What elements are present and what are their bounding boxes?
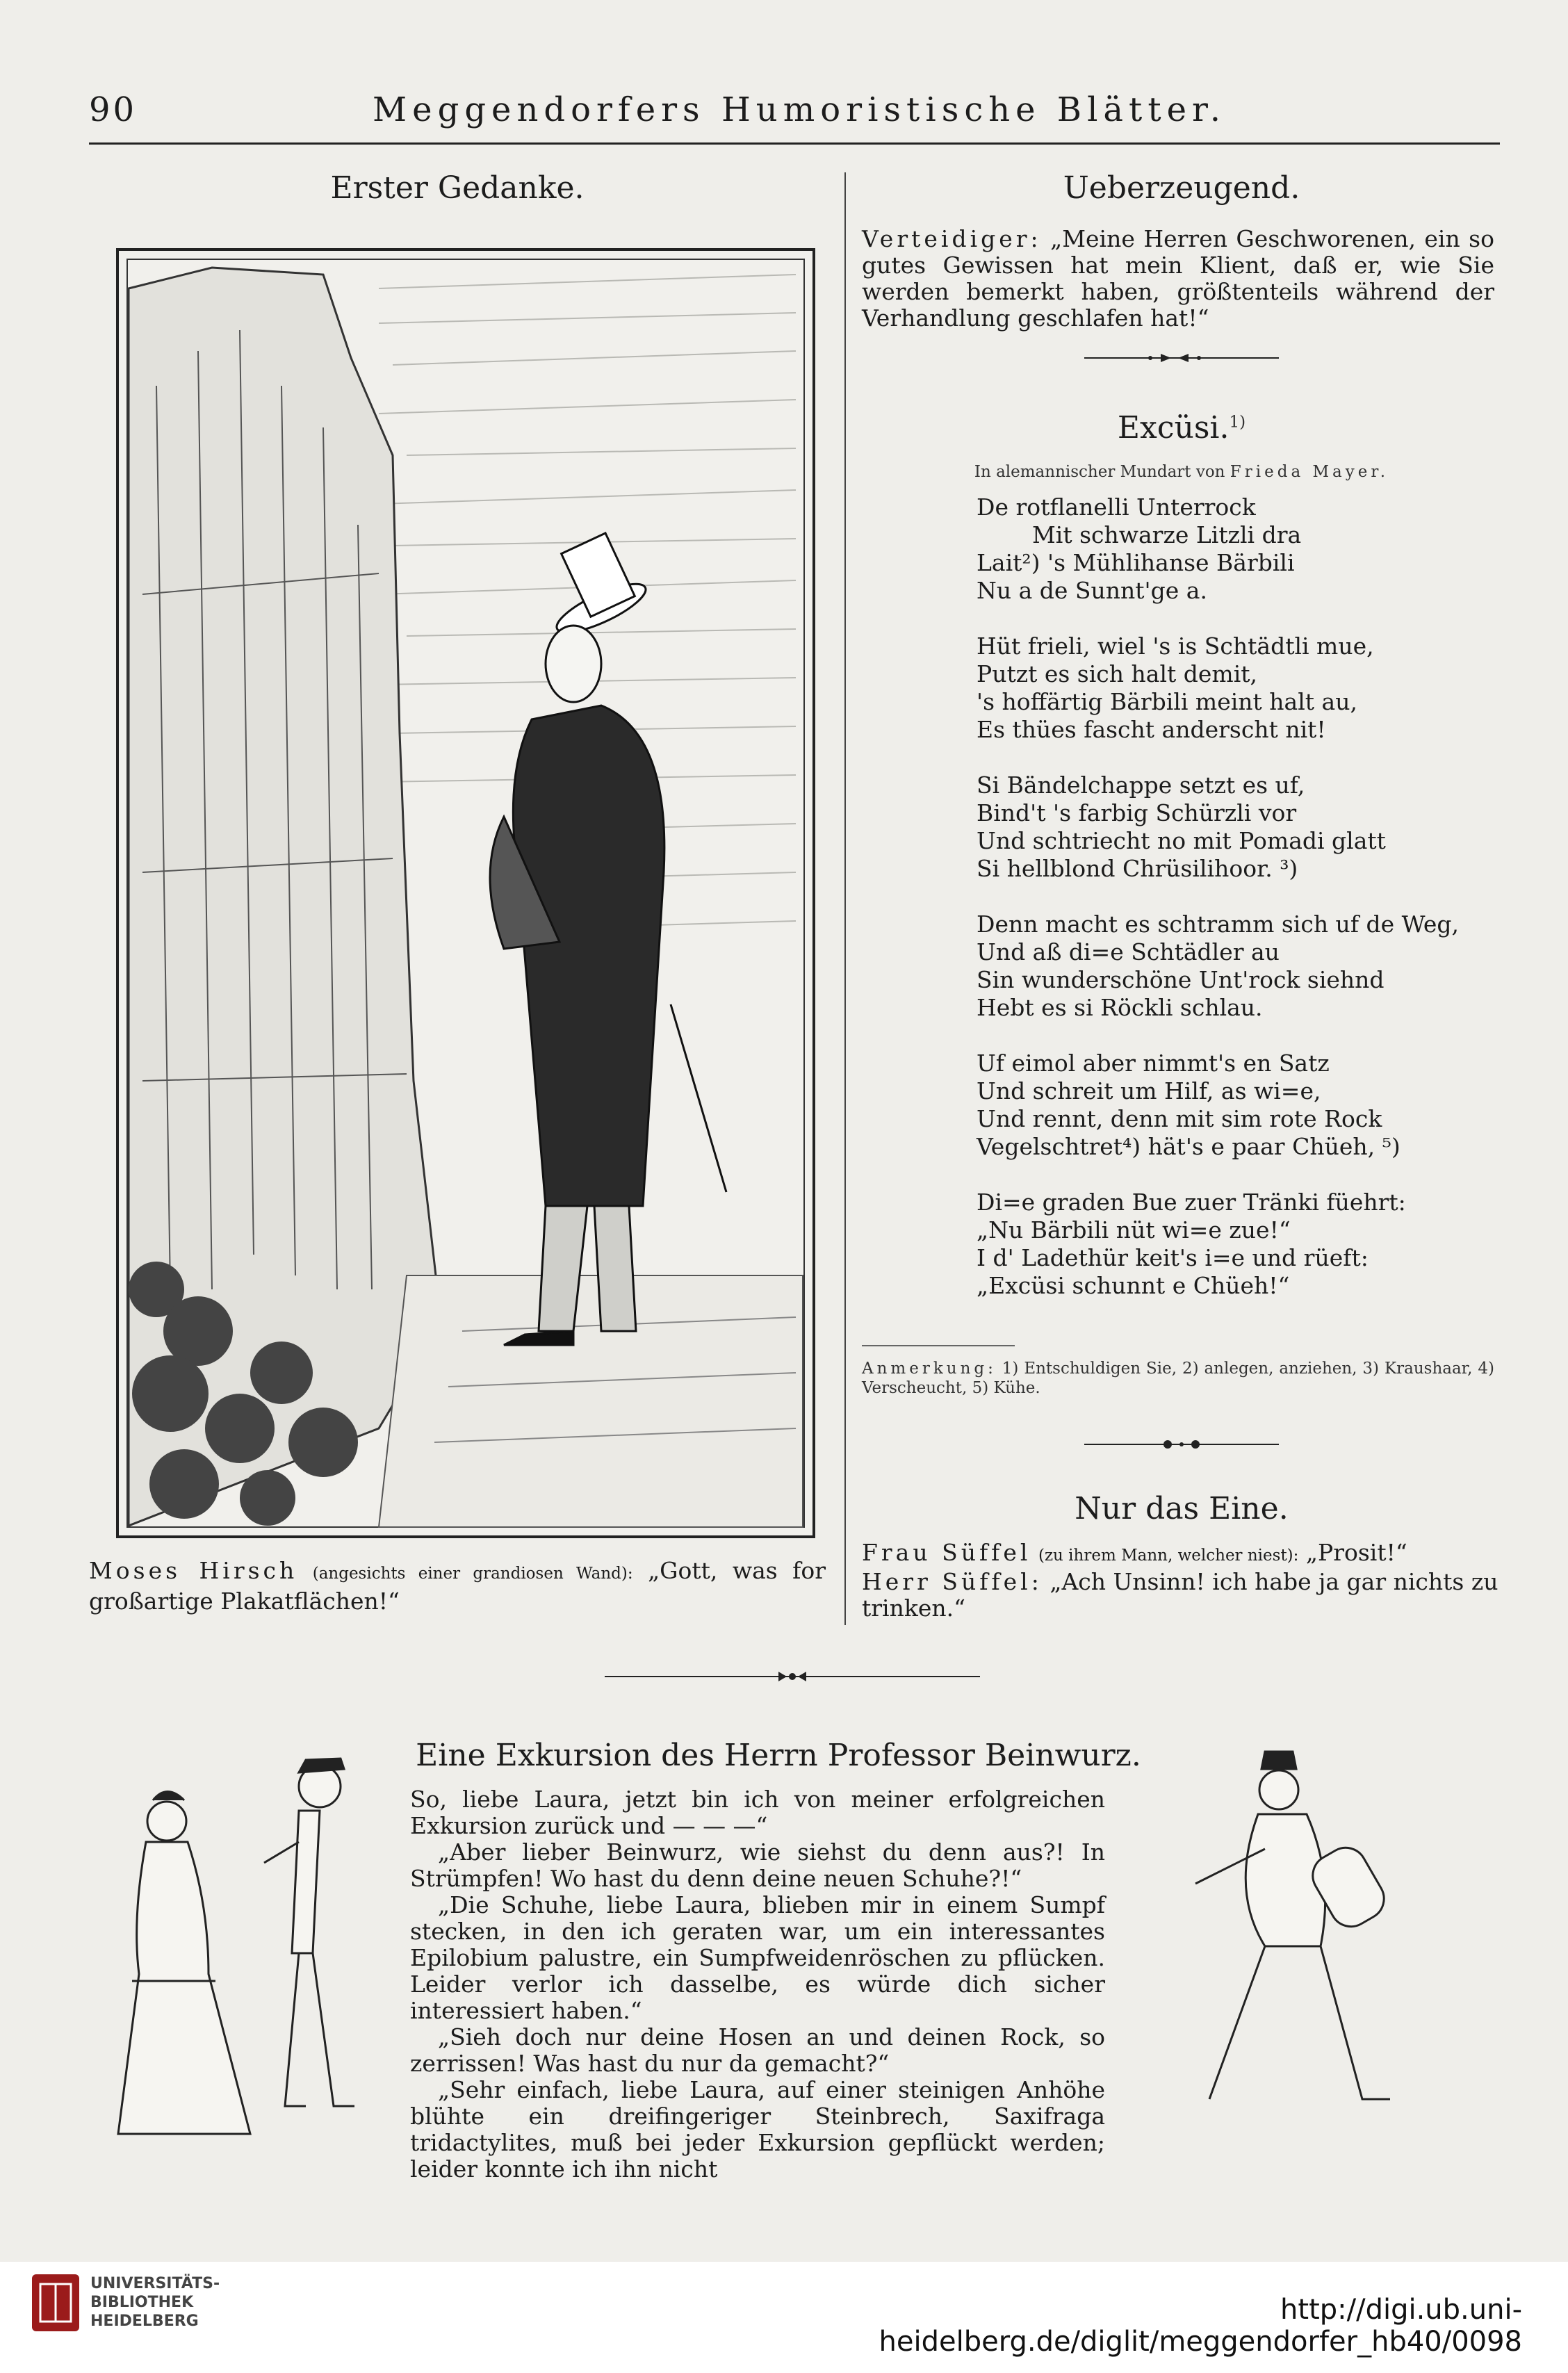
library-name-line-3: HEIDELBERG — [90, 2313, 199, 2330]
poem-line: Und rennt, denn mit sim rote Rock — [977, 1105, 1382, 1132]
poem-line: Bind't 's farbig Schürzli vor — [977, 799, 1297, 826]
library-name-line-1: UNIVERSITÄTS- — [90, 2275, 220, 2292]
poem-stanza-6 — [977, 1189, 1505, 1300]
poem-line: I d' Ladethür keit's i=e und rüeft: — [977, 1244, 1369, 1271]
poem-line: Vegelschtret⁴) hät's e paar Chüeh, ⁵) — [977, 1133, 1400, 1160]
caption-name: Moses Hirsch — [89, 1557, 298, 1584]
poem-stanza-5 — [977, 1050, 1505, 1161]
magazine-title: Meggendorfers Humoristische Blätter. — [373, 90, 1226, 129]
left-piece-caption — [89, 1557, 826, 1615]
poem-line: Nu a de Sunnt'ge a. — [977, 577, 1207, 604]
ornament-divider-3 — [605, 1670, 980, 1683]
excursion-paragraph-1: So, liebe Laura, jetzt bin ich von meiner erfolgreichen Exkursion zurück und — — —“ — [410, 1786, 1105, 1839]
speaker-label: Verteidiger: — [862, 225, 1042, 252]
line1-speaker: Frau Süffel — [862, 1539, 1031, 1566]
nur-das-eine-text — [862, 1540, 1501, 1622]
excursion-paragraph-4: „Sieh doch nur deine Hosen an und deinen Rock, so zerrissen! Was hast du nur da gemacht?“ — [410, 2023, 1105, 2077]
poem-line: „Nu Bärbili nüt wi=e zue!“ — [977, 1216, 1291, 1243]
caption-note: (angesichts einer grandiosen Wand): — [312, 1565, 633, 1583]
excursion-paragraph-3: „Die Schuhe, liebe Laura, blieben mir in einem Sumpf stecken, in den ich geraten war, um ein interessantes Epilobium palustre, ein Sumpfweidenröschen zu pflücken. Leider verlor ich dasselbe, es würde dich sicher interessiert haben.“ — [410, 1891, 1105, 2024]
poem-stanza-2 — [977, 633, 1505, 744]
byline-author: Frieda Mayer. — [1230, 463, 1389, 481]
poem-line: Und schtriecht no mit Pomadi glatt — [977, 827, 1386, 854]
poem-byline — [862, 462, 1501, 482]
excursion-body — [410, 1786, 1105, 2183]
poem-line: Uf eimol aber nimmt's en Satz — [977, 1050, 1330, 1077]
header-rule — [89, 142, 1500, 145]
line1-quote: „Prosit!“ — [1305, 1539, 1407, 1566]
footnote-label: Anmerkung: — [862, 1360, 997, 1378]
line2-quote: „Ach Unsinn! ich habe ja gar nichts zu trinken.“ — [862, 1568, 1498, 1622]
university-seal-icon — [28, 2272, 83, 2334]
footnote-text: 1) Entschuldigen Sie, 2) anlegen, anziehen, 3) Kraushaar, 4) Verscheucht, 5) Kühe. — [862, 1360, 1494, 1397]
page-number: 90 — [89, 90, 138, 129]
poem-body — [977, 494, 1505, 1328]
source-url-link[interactable]: http://digi.ub.uni-heidelberg.de/diglit/meggendorfer_hb40/0098 — [879, 2294, 1522, 2358]
poem-line: Hüt frieli, wiel 's is Schtädtli mue, — [977, 633, 1374, 660]
poem-line: Di=e graden Bue zuer Tränki füehrt: — [977, 1189, 1406, 1216]
library-name — [90, 2274, 220, 2331]
dialogue-line-1 — [862, 1540, 1501, 1569]
poem-stanza-1 — [977, 494, 1505, 605]
poem-line: Es thües fascht anderscht nit! — [977, 716, 1326, 743]
footnote-rule — [862, 1345, 1015, 1346]
poem-footnote — [862, 1359, 1494, 1398]
nur-das-eine-title: Nur das Eine. — [1075, 1491, 1289, 1526]
ornament-divider-1 — [1084, 351, 1279, 365]
speaker-quote: „Meine Herren Geschworenen, ein so gutes Gewissen hat mein Klient, daß er, wie Sie werden bemerkt haben, größtenteils während der Verhandlung geschlafen hat!“ — [862, 225, 1494, 332]
line1-note: (zu ihrem Mann, welcher niest): — [1038, 1547, 1299, 1565]
poem-title-text: Excüsi. — [1117, 410, 1230, 446]
poem-line: Und schreit um Hilf, as wi=e, — [977, 1077, 1321, 1104]
library-name-line-2: BIBLIOTHEK — [90, 2294, 194, 2311]
poem-line: Mit schwarze Litzli dra — [1032, 521, 1302, 548]
poem-line: Si Bändelchappe setzt es uf, — [977, 772, 1305, 799]
professor-walking-illustration — [1182, 1738, 1473, 2127]
couple-illustration — [90, 1745, 389, 2162]
caption-quote: „Gott, was for großartige Plakatflächen!“ — [89, 1557, 826, 1615]
left-piece-title: Erster Gedanke. — [330, 170, 585, 206]
poem-title — [862, 410, 1501, 446]
poem-line: Und aß di=e Schtädler au — [977, 938, 1280, 965]
poem-line: Denn macht es schtramm sich uf de Weg, — [977, 911, 1460, 938]
excursion-paragraph-2: „Aber lieber Beinwurz, wie siehst du denn aus?! In Strümpfen! Wo hast du denn deine neuen Schuhe?!“ — [410, 1838, 1105, 1892]
poem-stanza-4 — [977, 911, 1505, 1022]
poem-line: Putzt es sich halt demit, — [977, 660, 1258, 687]
byline-prefix: In alemannischer Mundart von — [974, 463, 1225, 481]
poem-title-note: 1) — [1229, 413, 1246, 432]
ueberzeugend-text — [862, 226, 1494, 332]
line2-speaker: Herr Süffel: — [862, 1568, 1043, 1595]
poem-line: Sin wunderschöne Unt'rock siehnd — [977, 966, 1385, 993]
poem-stanza-3 — [977, 772, 1505, 883]
excursion-title: Eine Exkursion des Herrn Professor Beinwurz. — [416, 1738, 1141, 1773]
poem-line: „Excüsi schunnt e Chüeh!“ — [977, 1272, 1290, 1299]
man-top-hat-cliff-illustration — [115, 247, 817, 1540]
ornament-divider-2 — [1084, 1437, 1279, 1451]
excursion-paragraph-5: „Sehr einfach, liebe Laura, auf einer steinigen Anhöhe blühte ein dreifingeriger Steinbrech, Saxifraga tridactylites, muß bei jeder Exkursion gepflückt werden; leider konnte ich ihn nicht — [410, 2076, 1105, 2183]
column-divider — [844, 172, 846, 1625]
ueberzeugend-title: Ueberzeugend. — [1063, 170, 1300, 206]
dialogue-line-2 — [862, 1569, 1501, 1622]
poem-line: De rotflanelli Unterrock — [977, 494, 1256, 521]
poem-line: Hebt es si Röckli schlau. — [977, 994, 1263, 1021]
illustration-frame — [115, 247, 817, 1540]
poem-line: 's hoffärtig Bärbili meint halt au, — [977, 688, 1357, 715]
poem-line: Si hellblond Chrüsilihoor. ³) — [977, 855, 1298, 882]
poem-line: Lait²) 's Mühlihanse Bärbili — [977, 549, 1295, 576]
